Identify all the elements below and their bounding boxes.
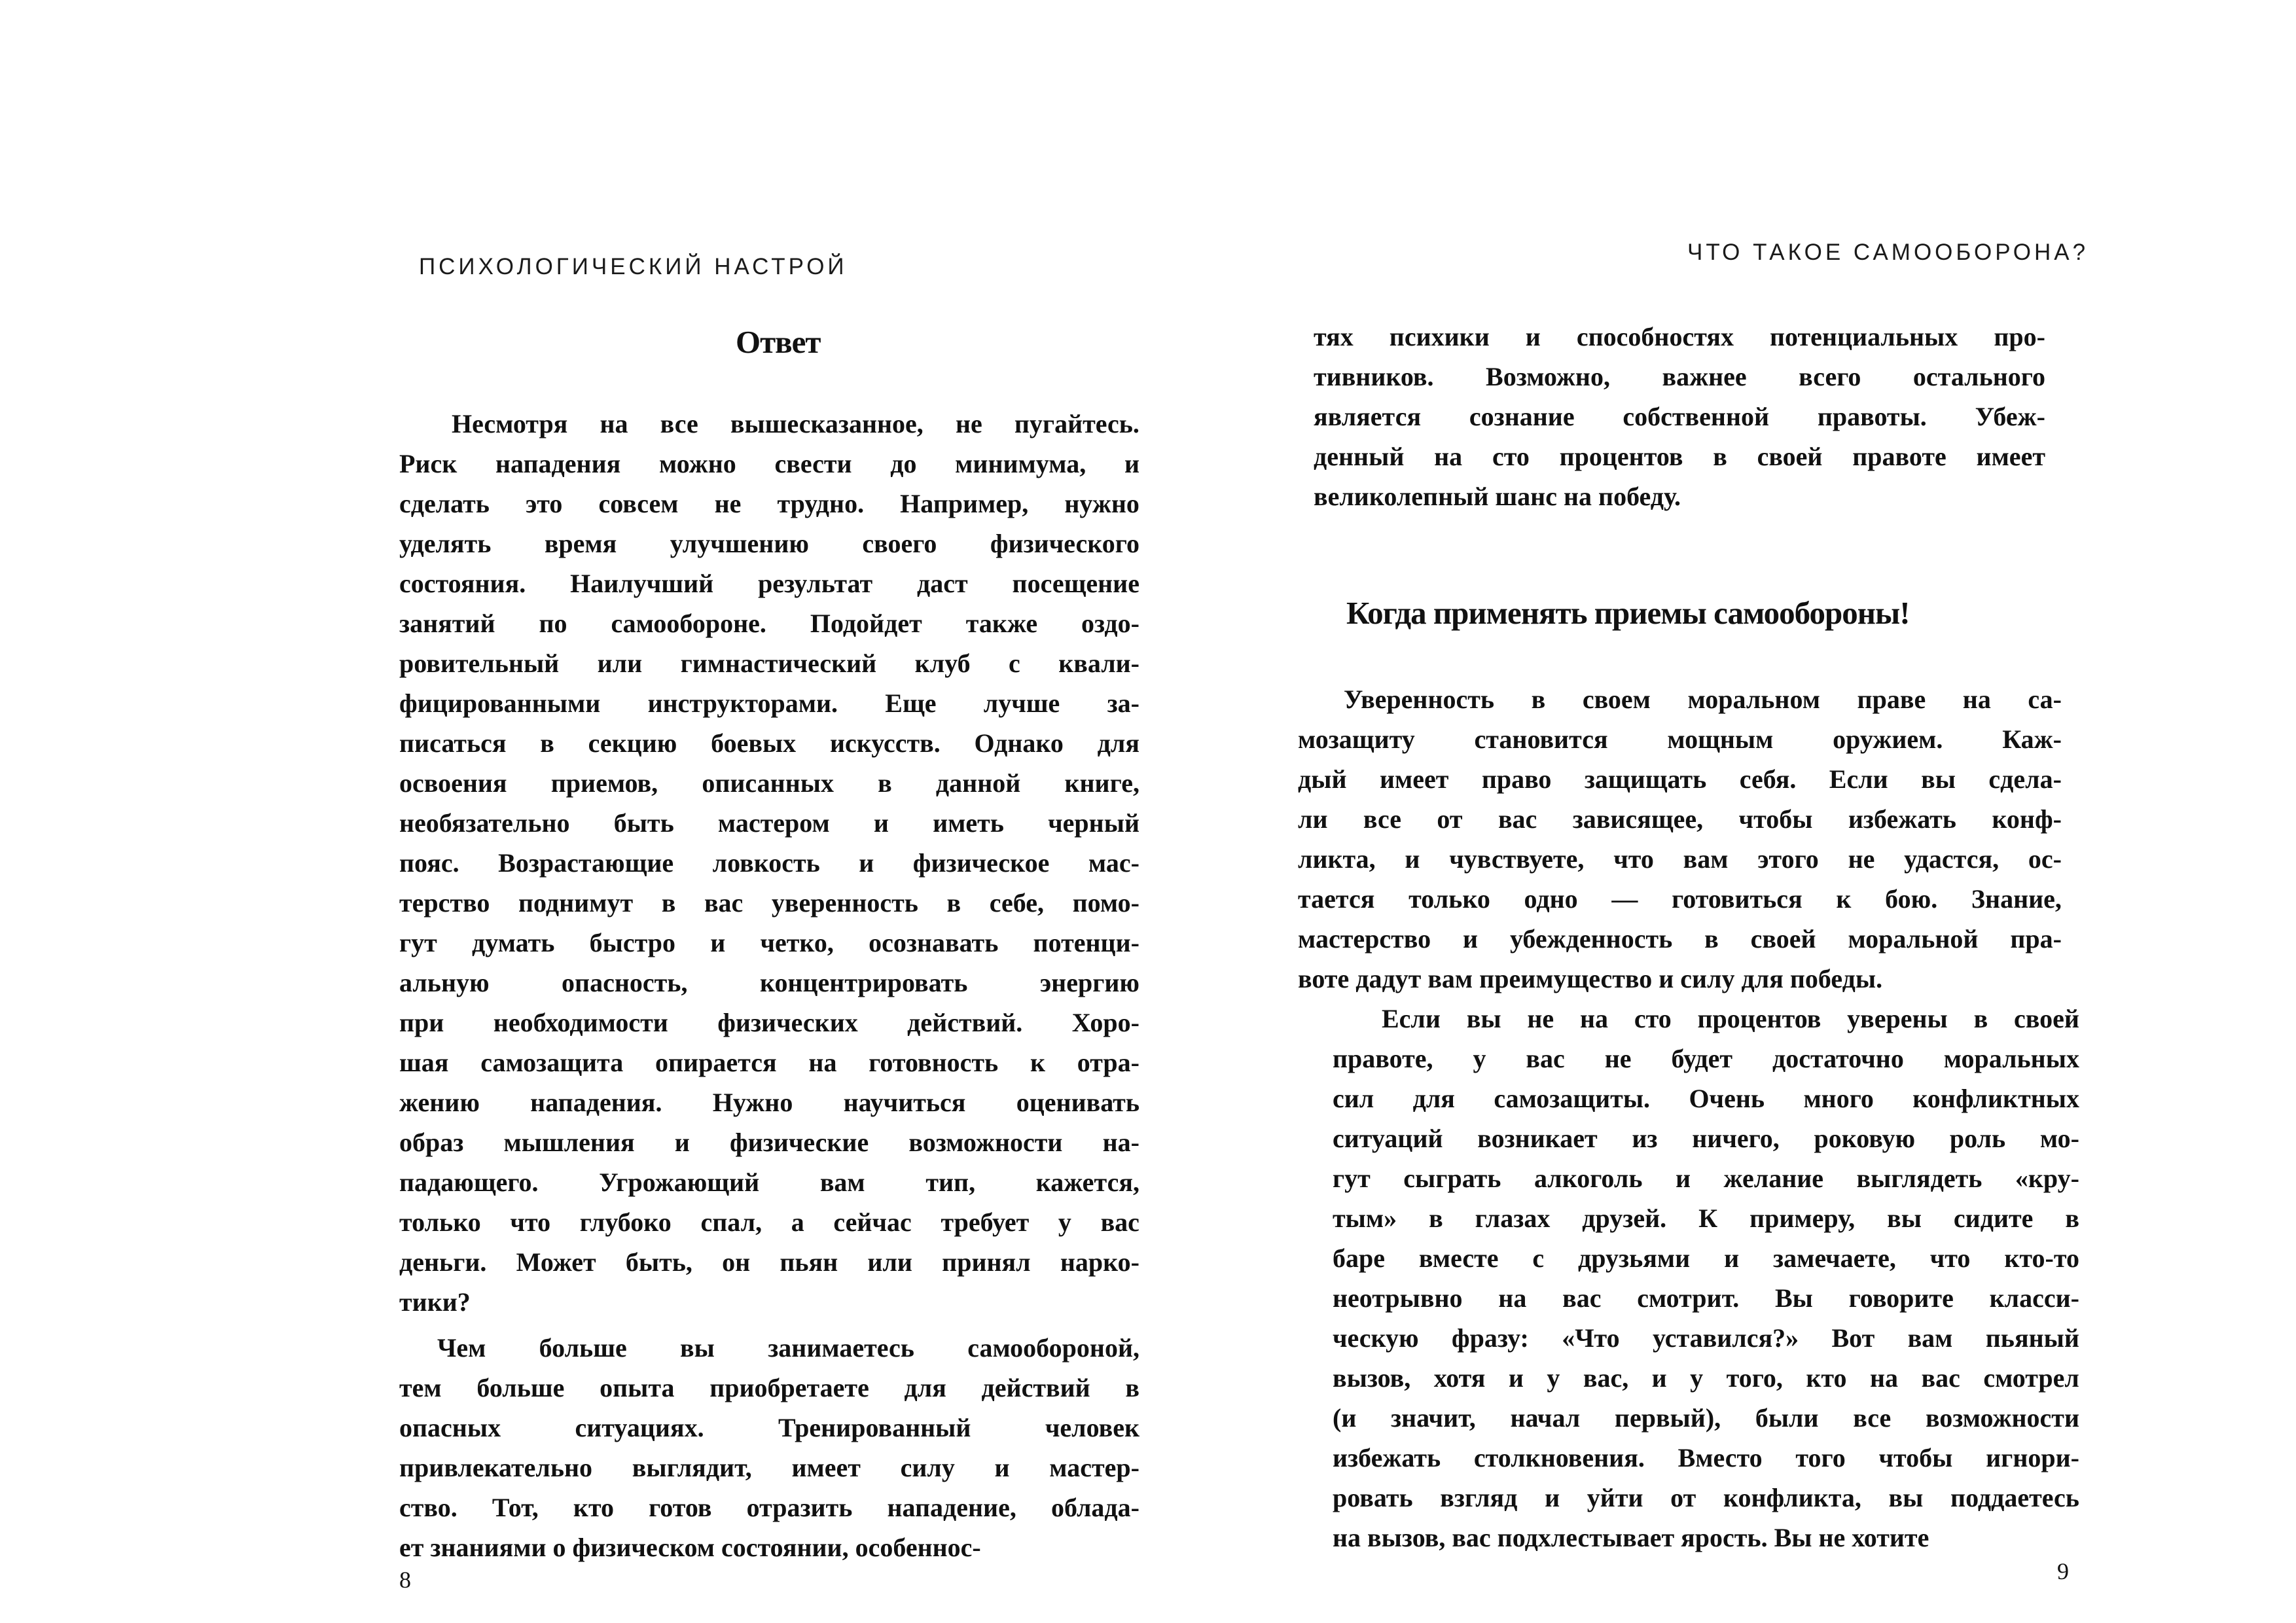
text-line: фицированными инструкторами. Еще лучше за- [399,688,1139,718]
text-line: Риск нападения можно свести до минимума, и [399,449,1139,478]
text-line: ситуаций возникает из ничего, роковую роль мо- [1333,1124,2079,1153]
text-line: уделять время улучшению своего физического [399,529,1139,558]
text-line: только что глубоко спал, а сейчас требует у вас [399,1207,1139,1237]
right-paragraph-1 [1298,679,2062,999]
text-line: тики? [399,1287,471,1317]
left-running-head: ПСИХОЛОГИЧЕСКИЙ НАСТРОЙ [419,254,848,279]
right-continuation-paragraph [1314,317,2045,516]
text-line: дый имеет право защищать себя. Если вы сдела- [1298,764,2062,794]
text-line: тается только одно — готовиться к бою. Знание, [1298,884,2062,914]
text-line: мастерство и убежденность в своей моральной пра- [1298,924,2062,954]
text-line: писаться в секцию боевых искусств. Однако для [399,728,1139,758]
text-line: тях психики и способностях потенциальных про- [1314,322,2045,351]
text-line: терство поднимут в вас уверенность в себе, помо- [399,888,1139,918]
right-page-number: 9 [2057,1558,2069,1584]
text-line: Если вы не на сто процентов уверены в своей [1382,1004,2079,1033]
text-line: великолепный шанс на победу. [1314,482,1681,511]
text-line: тем больше опыта приобретаете для действий в [399,1373,1139,1402]
text-line: освоения приемов, описанных в данной книге, [399,768,1139,798]
left-paragraph-1 [399,404,1139,1322]
text-line: опасных ситуациях. Тренированный человек [399,1413,1139,1442]
text-line: состояния. Наилучший результат даст посещение [399,569,1139,598]
text-line: необязательно быть мастером и иметь черный [399,808,1139,838]
text-line: ство. Тот, кто готов отразить нападение, облада- [399,1493,1139,1522]
text-line: баре вместе с друзьями и замечаете, что кто-то [1333,1243,2079,1273]
text-line: сделать это совсем не трудно. Например, нужно [399,489,1139,518]
text-line: тивников. Возможно, важнее всего остального [1314,362,2045,391]
text-line: денный на сто процентов в своей правоте имеет [1314,442,2045,471]
text-line: (и значит, начал первый), были все возможности [1333,1403,2079,1433]
text-line: привлекательно выглядит, имеет силу и мастер- [399,1453,1139,1482]
text-line: ровительный или гимнастический клуб с квали- [399,649,1139,678]
text-line: деньги. Может быть, он пьян или принял нарко- [399,1247,1139,1277]
left-section-heading: Ответ [736,324,821,360]
text-line: Несмотря на все вышесказанное, не пугайтесь. [452,409,1139,438]
right-section-heading: Когда применять приемы самообороны! [1346,595,1910,631]
left-page-number: 8 [399,1567,411,1593]
text-line: ет знаниями о физическом состоянии, особеннос- [399,1533,981,1562]
text-line: занятий по самообороне. Подойдет также оздо- [399,609,1139,638]
text-line: Уверенность в своем моральном праве на са- [1344,685,2062,714]
text-line: ли все от вас зависящее, чтобы избежать конф- [1298,804,2062,834]
right-running-head: ЧТО ТАКОЕ САМООБОРОНА? [1687,240,2089,265]
text-line: гут думать быстро и четко, осознавать потенци- [399,928,1139,957]
text-line: сил для самозащиты. Очень много конфликтных [1333,1084,2079,1113]
text-line: пояс. Возрастающие ловкость и физическое мас- [399,848,1139,878]
text-line: на вызов, вас подхлестывает ярость. Вы не хотите [1333,1523,1929,1552]
text-line: воте дадут вам преимущество и силу для победы. [1298,964,1883,993]
text-line: альную опасность, концентрировать энергию [399,968,1139,997]
text-line: неотрывно на вас смотрит. Вы говорите класси- [1333,1283,2079,1313]
text-line: является сознание собственной правоты. Убеж- [1314,402,2045,431]
text-line: Чем больше вы занимаетесь самообороной, [437,1333,1139,1363]
text-line: при необходимости физических действий. Хоро- [399,1008,1139,1037]
text-line: тым» в глазах друзей. К примеру, вы сидите в [1333,1204,2079,1233]
text-line: падающего. Угрожающий вам тип, кажется, [399,1168,1139,1197]
text-line: вызов, хотя и у вас, и у того, кто на вас смотрел [1333,1363,2079,1393]
text-line: ровать взгляд и уйти от конфликта, вы поддаетесь [1333,1483,2079,1512]
text-line: правоте, у вас не будет достаточно моральных [1333,1044,2079,1073]
text-line: образ мышления и физические возможности на- [399,1128,1139,1157]
text-line: мозащиту становится мощным оружием. Каж- [1298,724,2062,754]
text-line: избежать столкновения. Вместо того чтобы игнори- [1333,1443,2079,1472]
text-line: жению нападения. Нужно научиться оценивать [399,1088,1139,1117]
right-paragraph-2 [1333,999,2079,1558]
text-line: ческую фразу: «Что уставился?» Вот вам пьяный [1333,1323,2079,1353]
text-line: ликта, и чувствуете, что вам этого не удастся, ос- [1298,844,2062,874]
text-line: шая самозащита опирается на готовность к отра- [399,1048,1139,1077]
left-paragraph-2 [399,1328,1139,1567]
right-page [1148,0,2296,1623]
text-line: гут сыграть алкоголь и желание выглядеть «кру- [1333,1164,2079,1193]
